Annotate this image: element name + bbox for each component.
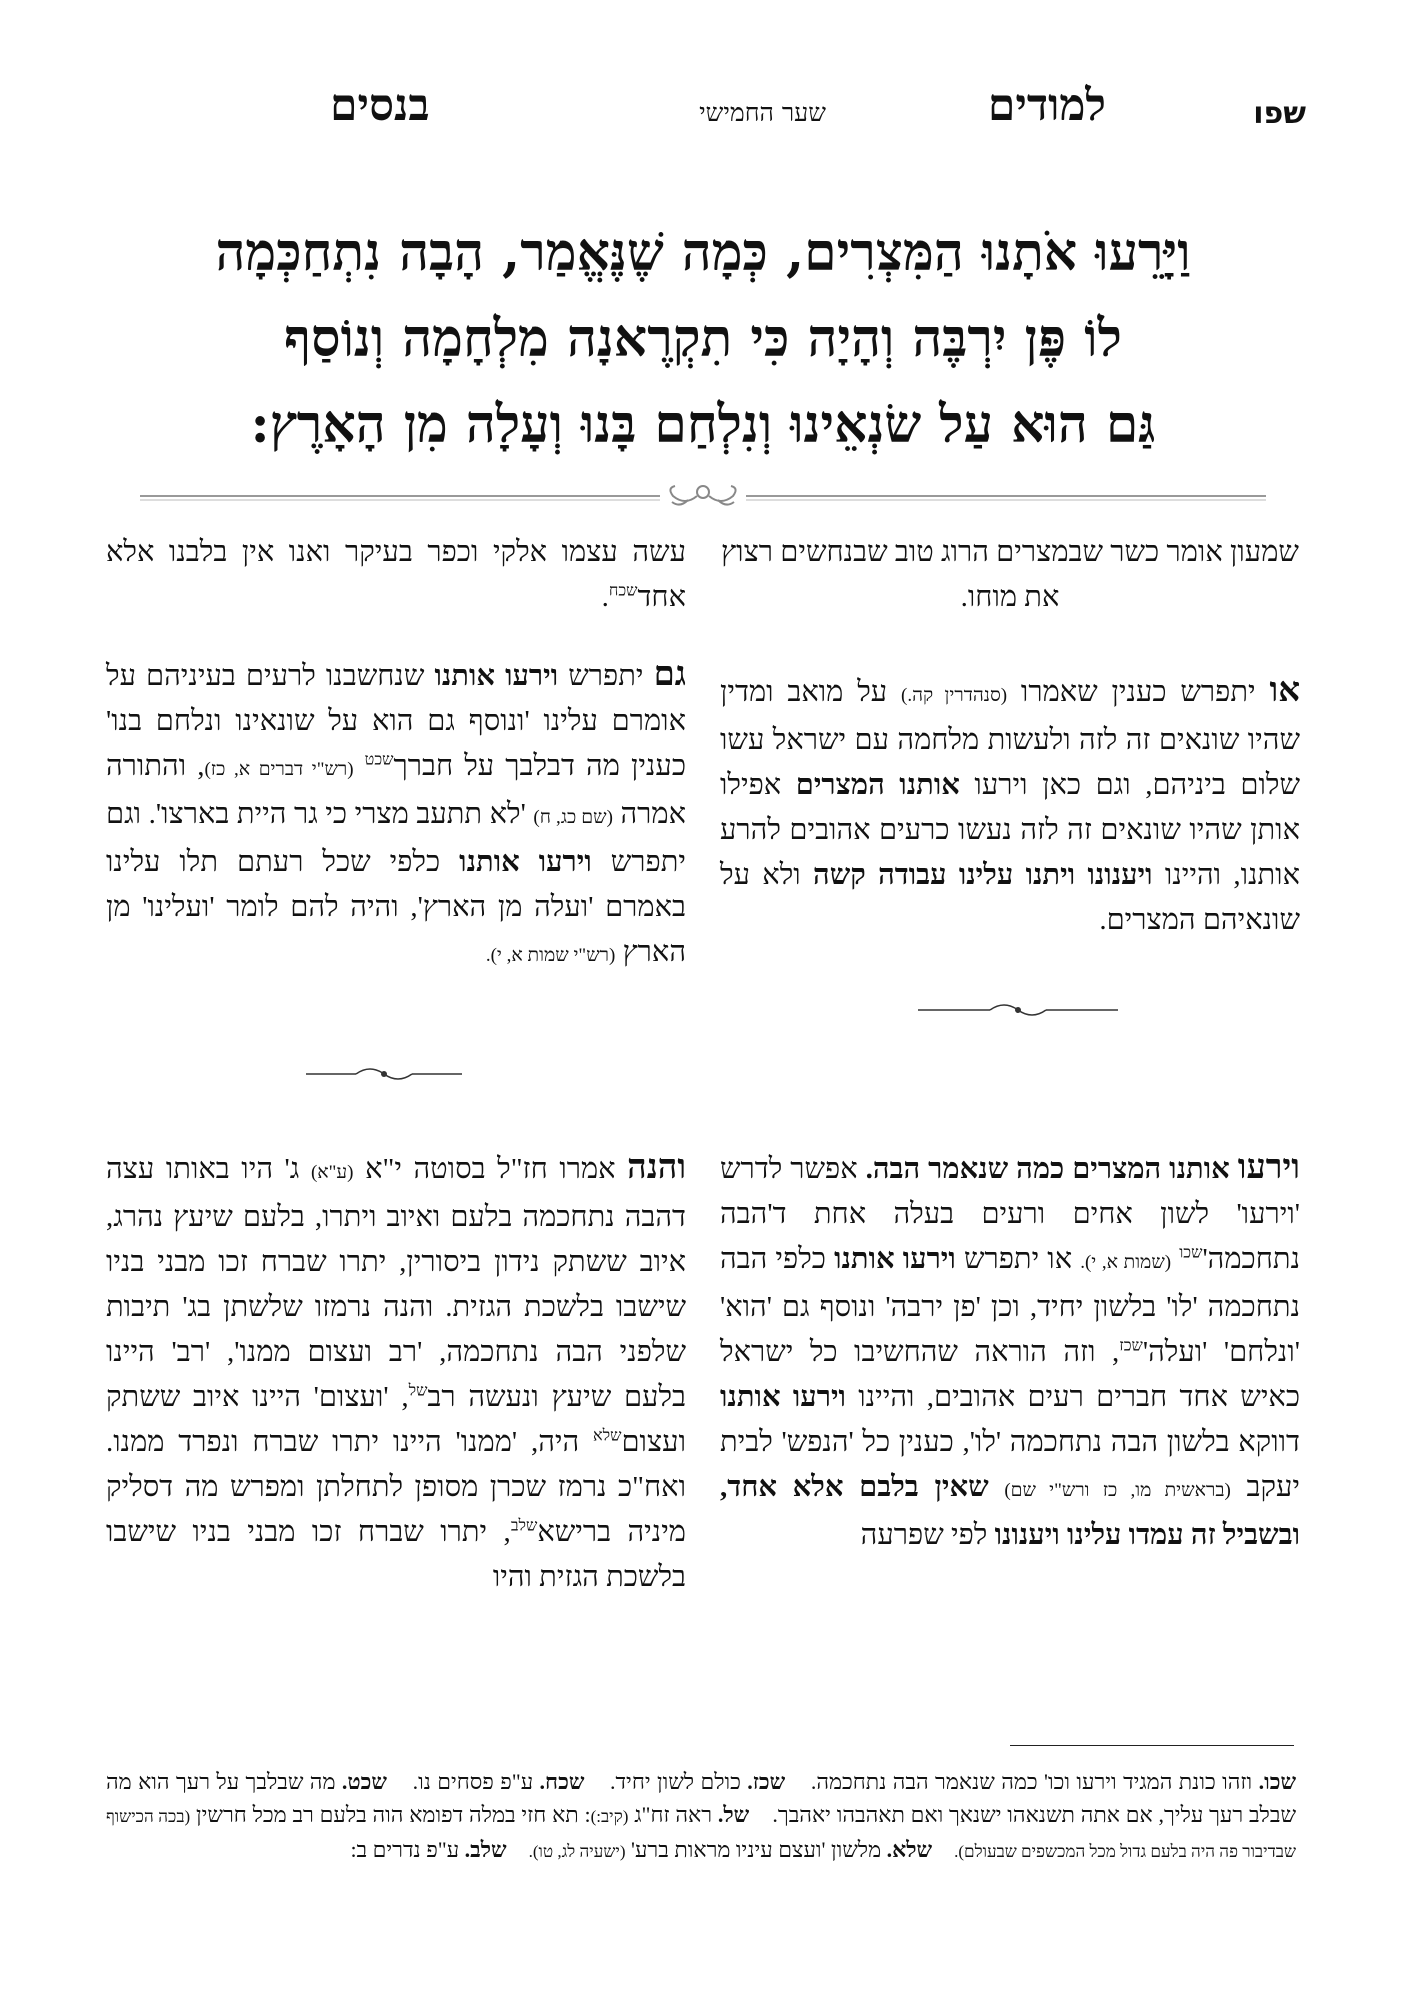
footnote-ref[interactable]: שכח xyxy=(608,582,638,600)
footnote-ref[interactable]: שכז xyxy=(1119,1337,1143,1355)
paragraph: או יתפרש כענין שאמרו (סנהדרין קה.) על מואב ומדין שהיו שונאים זה לזה ולעשות מלחמה עם ישראל עשו שלום ביניהם, וגם כאן וירעו אותנו המצרים אפילו אותן שהיו שונאים זה לזה נעשו כרעים אהובים להרע אותנו, והיינו ויענונו ויתנו עלינו עבודה קשה ולא על שונאיהם המצרים. xyxy=(720,672,1301,936)
commentary-right-column xyxy=(720,530,1300,642)
paragraph-ornament xyxy=(918,1000,1118,1020)
paragraph: שמעון אומר כשר שבמצרים הרוג טוב שבנחשים רצוץ את מוחו. xyxy=(721,536,1299,613)
footnote: שכז. כולם לשון יחיד. xyxy=(609,1769,786,1794)
footnote: שכט. מה שבלבך על רעך הוא מה שבלב רעך עליך, אם אתה תשנאהו ישנאך ואם תאהבהו יאהבך. xyxy=(106,1769,1297,1827)
commentary-right-column-3 xyxy=(720,1145,1300,1580)
running-header xyxy=(100,80,1306,140)
footnote-separator xyxy=(1010,1745,1294,1746)
paragraph: והנה אמרו חז"ל בסוטה י"א (ע"א) ג' היו באותו עצה דהבה נתחכמה בלעם ואיוב ויתרו, בלעם שיעץ נהרג, איוב ששתק נידון ביסורין, יתרו שברח זכו מבני בניו שישבו בלשכת הגזית. והנה נרמזו שלשתן בג' תיבות שלפני הבה נתחכמה, 'רב ועצום ממנו', 'רב' היינו בלעם שיעץ ונעשה רב$^{של}$, 'ועצום' היינו איוב ששתק ועצום$^{שלא}$ היה, 'ממנו' היינו יתרו שברח ונפרד ממנו. ואח"כ נרמז שכרן מסופן לתחלתן ומפרש מה דסליק מיניה ברישא$^{שלב}$, יתרו שברח זכו מבני בניו שישבו בלשכת הגזית והיו xyxy=(106,1149,687,1593)
footnote: של. ראה זח"ג (קיב:): תא חזי במלה דפומא הוה בלעם רב מכל חרשין (בכה הכישוף שבדיבור פה היה בלעם גדול מכל המכשפים שבעולם). xyxy=(106,1802,1296,1861)
verse-line-1: וַיָּרֵעוּ אֹתָנוּ הַמִּצְרִים, כְּמָה שֶׁנֶּאֱמַר, הָבָה נִתְחַכְּמָה xyxy=(215,222,1191,283)
footnotes xyxy=(106,1765,1296,1868)
footnote-ref[interactable]: שכו xyxy=(1179,1244,1203,1262)
footnote-ref[interactable]: שכט xyxy=(364,751,394,769)
verse-line-3: גַּם הוּא עַל שׂנְאֵינוּ וְנִלְחַם בָּנוּ וְעָלָה מִן הָאָרֶץ: xyxy=(250,394,1156,455)
footnote: שכו. וזהו כונת המגיד וירעו וכו' כמה שנאמר הבה נתחכמה. xyxy=(810,1769,1297,1794)
paragraph: וירעו אותנו המצרים כמה שנאמר הבה. אפשר לדרש 'וירעו' לשון אחים ורעים בעלה אחת ד'הבה נתחכמה'$^{שכו}$ (שמות א, י). או יתפרש וירעו אותנו כלפי הבה נתחכמה 'לו' בלשון יחיד, וכן 'פן ירבה' ונוסף גם 'הוא' 'ונלחם' 'ועלה'$^{שכז}$, וזה הוראה שהחשיבו כל ישראל כאיש אחד חברים רעים אהובים, והיינו וירעו אותנו דווקא בלשון הבה נתחכמה 'לו', כענין כל 'הנפש' לבית יעקב (בראשית מו, כז ורש"י שם) שאין בלבם אלא אחד, ובשביל זה עמדו עלינו ויענונו לפי שפרעה xyxy=(720,1149,1301,1551)
header-title-left: בנסים xyxy=(330,80,430,131)
footnote-ref[interactable]: שלב xyxy=(510,1517,538,1535)
chapter-label: שער החמישי xyxy=(699,98,826,127)
paragraph: עשה עצמו אלקי וכפר בעיקר ואנו אין בלבנו אלא אחד$^{שכח}$. xyxy=(106,536,686,613)
footnote-ref[interactable]: שלא xyxy=(593,1427,622,1445)
verse-line-2: לוֹ פֶּן יִרְבֶּה וְהָיָה כִּי תִקְרֶאנָה מִלְחָמָה וְנוֹסַף xyxy=(284,308,1122,369)
footnote: שלא. מלשון 'ועצם עיניו מראות ברע' (ישעיה לג, טו). xyxy=(528,1837,933,1862)
commentary-right-column-2 xyxy=(720,668,1300,965)
commentary-left-column xyxy=(106,530,686,642)
section-divider-ornament xyxy=(140,478,1266,514)
main-verse xyxy=(96,210,1310,468)
header-title-right: למודים xyxy=(987,80,1106,131)
paragraph-ornament xyxy=(306,1064,462,1084)
footnote: שכח. ע"פ פסחים נו. xyxy=(412,1769,585,1794)
page-number: שפו xyxy=(1253,96,1306,131)
commentary-left-column-2 xyxy=(106,652,686,1000)
paragraph: גם יתפרש וירעו אותנו שנחשבנו לרעים בעיניהם על אומרם עלינו 'ונוסף גם הוא על שונאינו ונלחם בנו' כענין מה דבלבך על חברך$^{שכט}$ (רש"י דברים א, כז), והתורה אמרה (שם כג, ח) 'לא תתעב מצרי כי גר היית בארצו'. וגם יתפרש וירעו אותנו כלפי שכל רעתם תלו עלינו באמרם 'ועלה מן הארץ', והיה להם לומר 'ועלינו' מן הארץ (רש"י שמות א, י). xyxy=(106,656,687,968)
footnote: שלב. ע"פ נדרים ב: xyxy=(350,1837,507,1862)
commentary-left-column-3 xyxy=(106,1145,686,1622)
footnote-ref[interactable]: של xyxy=(408,1382,428,1400)
